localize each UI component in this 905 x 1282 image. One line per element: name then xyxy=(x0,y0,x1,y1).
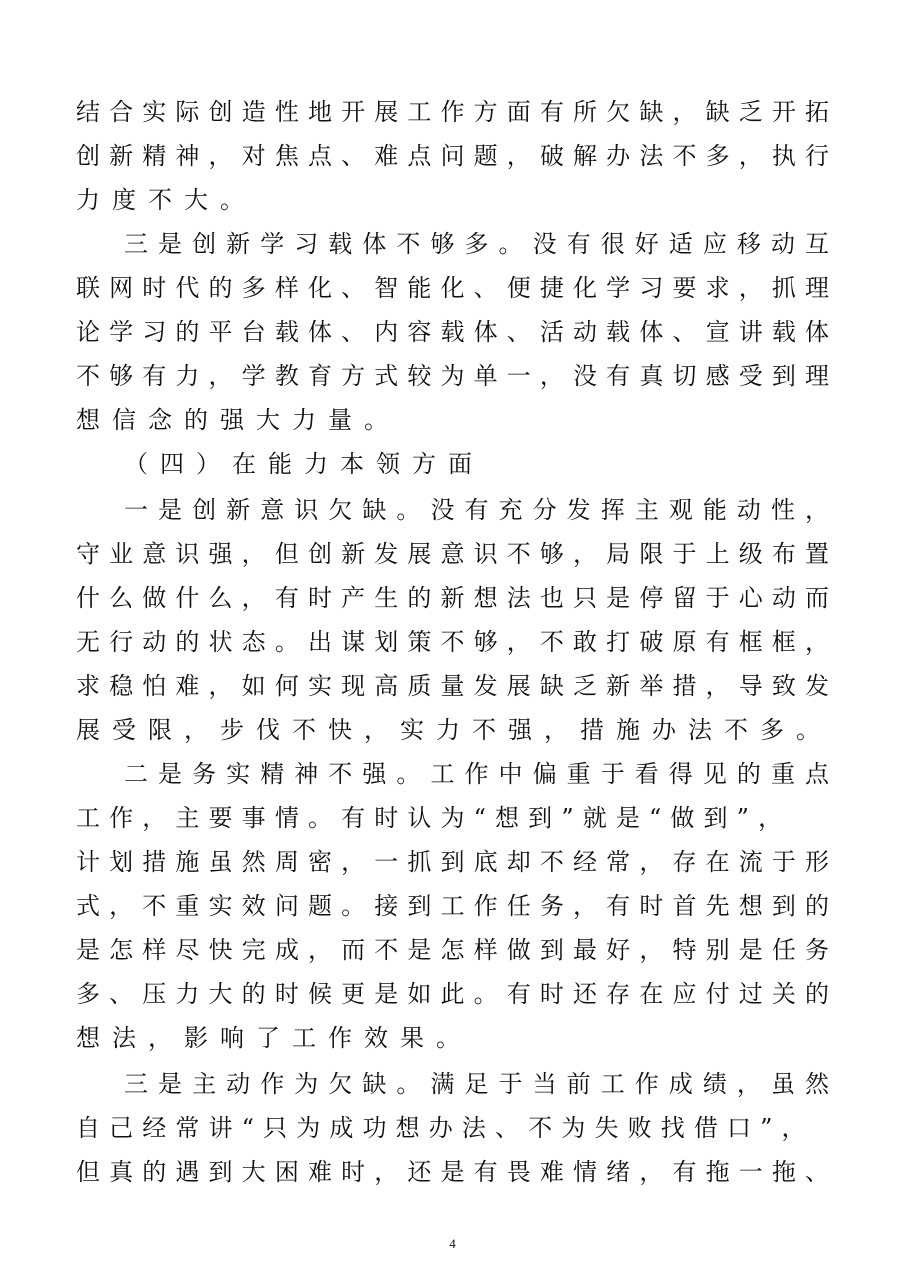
text-line: 不够有力，学教育方式较为单一，没有真切感受到理 xyxy=(76,362,839,390)
paragraph-first-line: 三是主动作为欠缺。满足于当前工作成绩，虽然 xyxy=(124,1070,840,1098)
text-line: 想法，影响了工作效果。 xyxy=(76,1024,472,1052)
section-heading: （四）在能力本领方面 xyxy=(124,450,484,478)
text-line: 工作，主要事情。有时认为“想到”就是“做到”， xyxy=(76,804,792,832)
page-number: 4 xyxy=(449,1236,456,1251)
text-line: 计划措施虽然周密，一抓到底却不经常，存在流于形 xyxy=(76,848,839,876)
text-line: 多、压力大的时候更是如此。有时还存在应付过关的 xyxy=(76,980,839,1008)
text-line: 想信念的强大力量。 xyxy=(76,406,400,434)
paragraph-first-line: 三是创新学习载体不够多。没有很好适应移动互 xyxy=(124,230,840,258)
text-line: 论学习的平台载体、内容载体、活动载体、宣讲载体 xyxy=(76,318,839,346)
paragraph-first-line: 一是创新意识欠缺。没有充分发挥主观能动性， xyxy=(124,496,840,524)
paragraph-first-line: 二是务实精神不强。工作中偏重于看得见的重点 xyxy=(124,760,840,788)
text-line: 无行动的状态。出谋划策不够，不敢打破原有框框， xyxy=(76,628,839,656)
text-line: 自己经常讲“只为成功想办法、不为失败找借口”， xyxy=(76,1114,815,1142)
text-line: 创新精神，对焦点、难点问题，破解办法不多，执行 xyxy=(76,142,839,170)
text-line: 联网时代的多样化、智能化、便捷化学习要求，抓理 xyxy=(76,274,839,302)
text-line: 力度不大。 xyxy=(76,186,256,214)
text-line: 什么做什么，有时产生的新想法也只是停留于心动而 xyxy=(76,584,839,612)
text-line: 是怎样尽快完成，而不是怎样做到最好，特别是任务 xyxy=(76,936,839,964)
text-line: 求稳怕难，如何实现高质量发展缺乏新举措，导致发 xyxy=(76,672,839,700)
text-line: 结合实际创造性地开展工作方面有所欠缺，缺乏开拓 xyxy=(76,98,839,126)
text-line: 展受限，步伐不快，实力不强，措施办法不多。 xyxy=(76,716,832,744)
text-line: 但真的遇到大困难时，还是有畏难情绪，有拖一拖、 xyxy=(76,1158,839,1186)
text-line: 守业意识强，但创新发展意识不够，局限于上级布置 xyxy=(76,540,839,568)
text-line: 式，不重实效问题。接到工作任务，有时首先想到的 xyxy=(76,892,839,920)
